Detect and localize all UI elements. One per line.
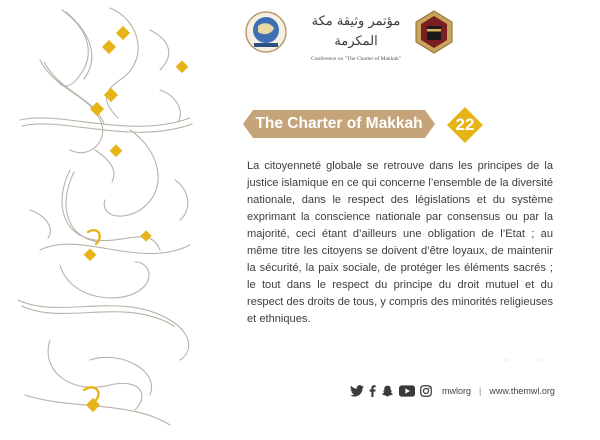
charter-article-text: La citoyenneté globale se retrouve dans les principes de la justice islamique en ce qui concerne l’ensemble de la diversité nationale, dans le respect des législations et du système exprimant la conscience nationale par consensus ou par la majorité, ceci étant d’ailleurs une obligation de l’Etat ; au même titre les citoyens se doivent d’être loyaux, de maintenir la sécurité, la paix sociale, de protéger les éléments sacrés ; le tout dans le respect du principe du droit mutuel et du respect des droits de tous, y compris des minorités religieuses et ethniques. (247, 160, 553, 325)
calligraphy-decoration (0, 0, 225, 440)
instagram-icon[interactable] (420, 385, 432, 397)
snapchat-icon[interactable] (381, 385, 394, 397)
kaaba-emblem-logo (414, 10, 454, 54)
social-icons (350, 385, 432, 397)
footer (350, 382, 565, 400)
conference-logo (300, 12, 412, 62)
conference-logo-english: Conference on "The Charter of Makkah" (311, 56, 401, 62)
decorative-dots: ·· (505, 356, 571, 365)
youtube-icon[interactable] (399, 385, 415, 397)
conference-logo-arabic: مؤتمر وثيقة مكة المكرمة (311, 14, 401, 49)
twitter-icon[interactable] (350, 385, 364, 397)
social-handle[interactable]: mwlorg (442, 386, 472, 396)
article-number: 22 (455, 115, 475, 134)
footer-separator: | (479, 386, 482, 396)
mwl-globe-logo (244, 10, 288, 54)
header-logos (244, 10, 454, 62)
title-text: The Charter of Makkah (255, 115, 423, 132)
website-link[interactable]: www.themwl.org (489, 386, 555, 396)
facebook-icon[interactable] (369, 385, 376, 397)
